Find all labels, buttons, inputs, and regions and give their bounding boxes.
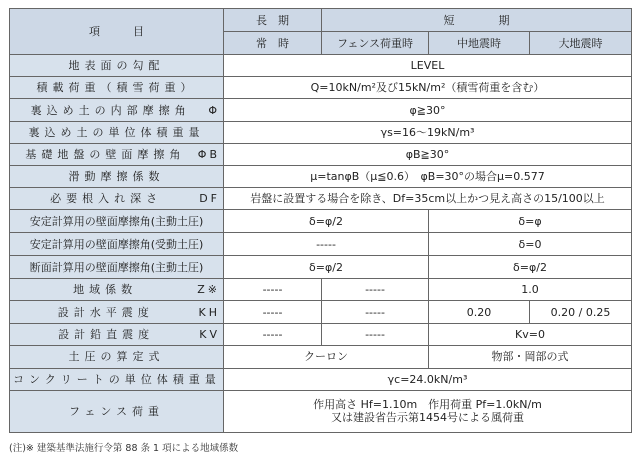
row-label: 裏込め土の内部摩擦角 Φ [10,99,224,121]
header-mid-earthquake: 中地震時 [429,32,530,55]
header-item: 項 目 [10,9,224,55]
row-cell-fence: ----- [322,323,429,345]
row-cell-normal: ----- [224,279,322,301]
row-value: φB≧30° [224,143,632,165]
row-label: 地域係数 Z※ [10,279,224,301]
header-long-term: 長 期 [224,9,322,32]
row-label: フェンス荷重 [10,390,224,432]
row-value: Q=10kN/m²及び15kN/m²（積雪荷重を含む） [224,77,632,99]
row-label: 積載荷重（積雪荷重） [10,77,224,99]
row-long-term-value: δ=φ/2 [224,209,429,232]
row-label: 断面計算用の壁面摩擦角(主動土圧) [10,256,224,279]
footnote: (注)※ 建築基準法施行令第 88 条 1 項による地域係数 [9,443,239,454]
row-label: 土圧の算定式 [10,345,224,368]
row-value: μ=tanφB（μ≦0.6） φB=30°の場合μ=0.577 [224,165,632,187]
row-long-term-value: δ=φ/2 [224,256,429,279]
row-cell-earthquake: 1.0 [429,279,632,301]
row-label: 安定計算用の壁面摩擦角(主動土圧) [10,209,224,232]
row-cell-normal: ----- [224,323,322,345]
row-short-term-value: δ=φ [429,209,632,232]
design-conditions-table [9,8,632,433]
row-value: γs=16〜19kN/m³ [224,121,632,143]
row-cell-mid-earthquake: 0.20 [429,301,530,323]
header-normal: 常 時 [224,32,322,55]
row-label: 設計水平震度 KH [10,301,224,323]
row-value: 岩盤に設置する場合を除き、Df=35cm以上かつ見え高さの15/100以上 [224,187,632,209]
header-fence-load: フェンス荷重時 [322,32,429,55]
row-cell-fence: ----- [322,301,429,323]
row-label: 滑動摩擦係数 [10,165,224,187]
row-label: 基礎地盤の壁面摩擦角 ΦB [10,143,224,165]
row-label: 裏込め土の単位体積重量 [10,121,224,143]
row-label: コンクリートの単位体積重量 [10,368,224,390]
row-short-term-value: 物部・岡部の式 [429,345,632,368]
row-short-term-value: δ=φ/2 [429,256,632,279]
row-long-term-value: ----- [224,233,429,256]
row-label: 地表面の勾配 [10,55,224,77]
row-short-term-value: δ=0 [429,233,632,256]
row-label: 安定計算用の壁面摩擦角(受動土圧) [10,233,224,256]
row-long-term-value: クーロン [224,345,429,368]
row-cell-large-earthquake: 0.20 / 0.25 [530,301,632,323]
row-value: φ≧30° [224,99,632,121]
row-value: 作用高さ Hf=1.10m 作用荷重 Pf=1.0kN/m 又は建設省告示第1454号による風荷重 [224,390,632,432]
row-value: γc=24.0kN/m³ [224,368,632,390]
row-cell-earthquake: Kv=0 [429,323,632,345]
row-cell-fence: ----- [322,279,429,301]
row-cell-normal: ----- [224,301,322,323]
header-short-term: 短 期 [322,9,632,32]
row-label: 設計鉛直震度 KV [10,323,224,345]
header-large-earthquake: 大地震時 [530,32,632,55]
row-label: 必要根入れ深さ DF [10,187,224,209]
row-value: LEVEL [224,55,632,77]
